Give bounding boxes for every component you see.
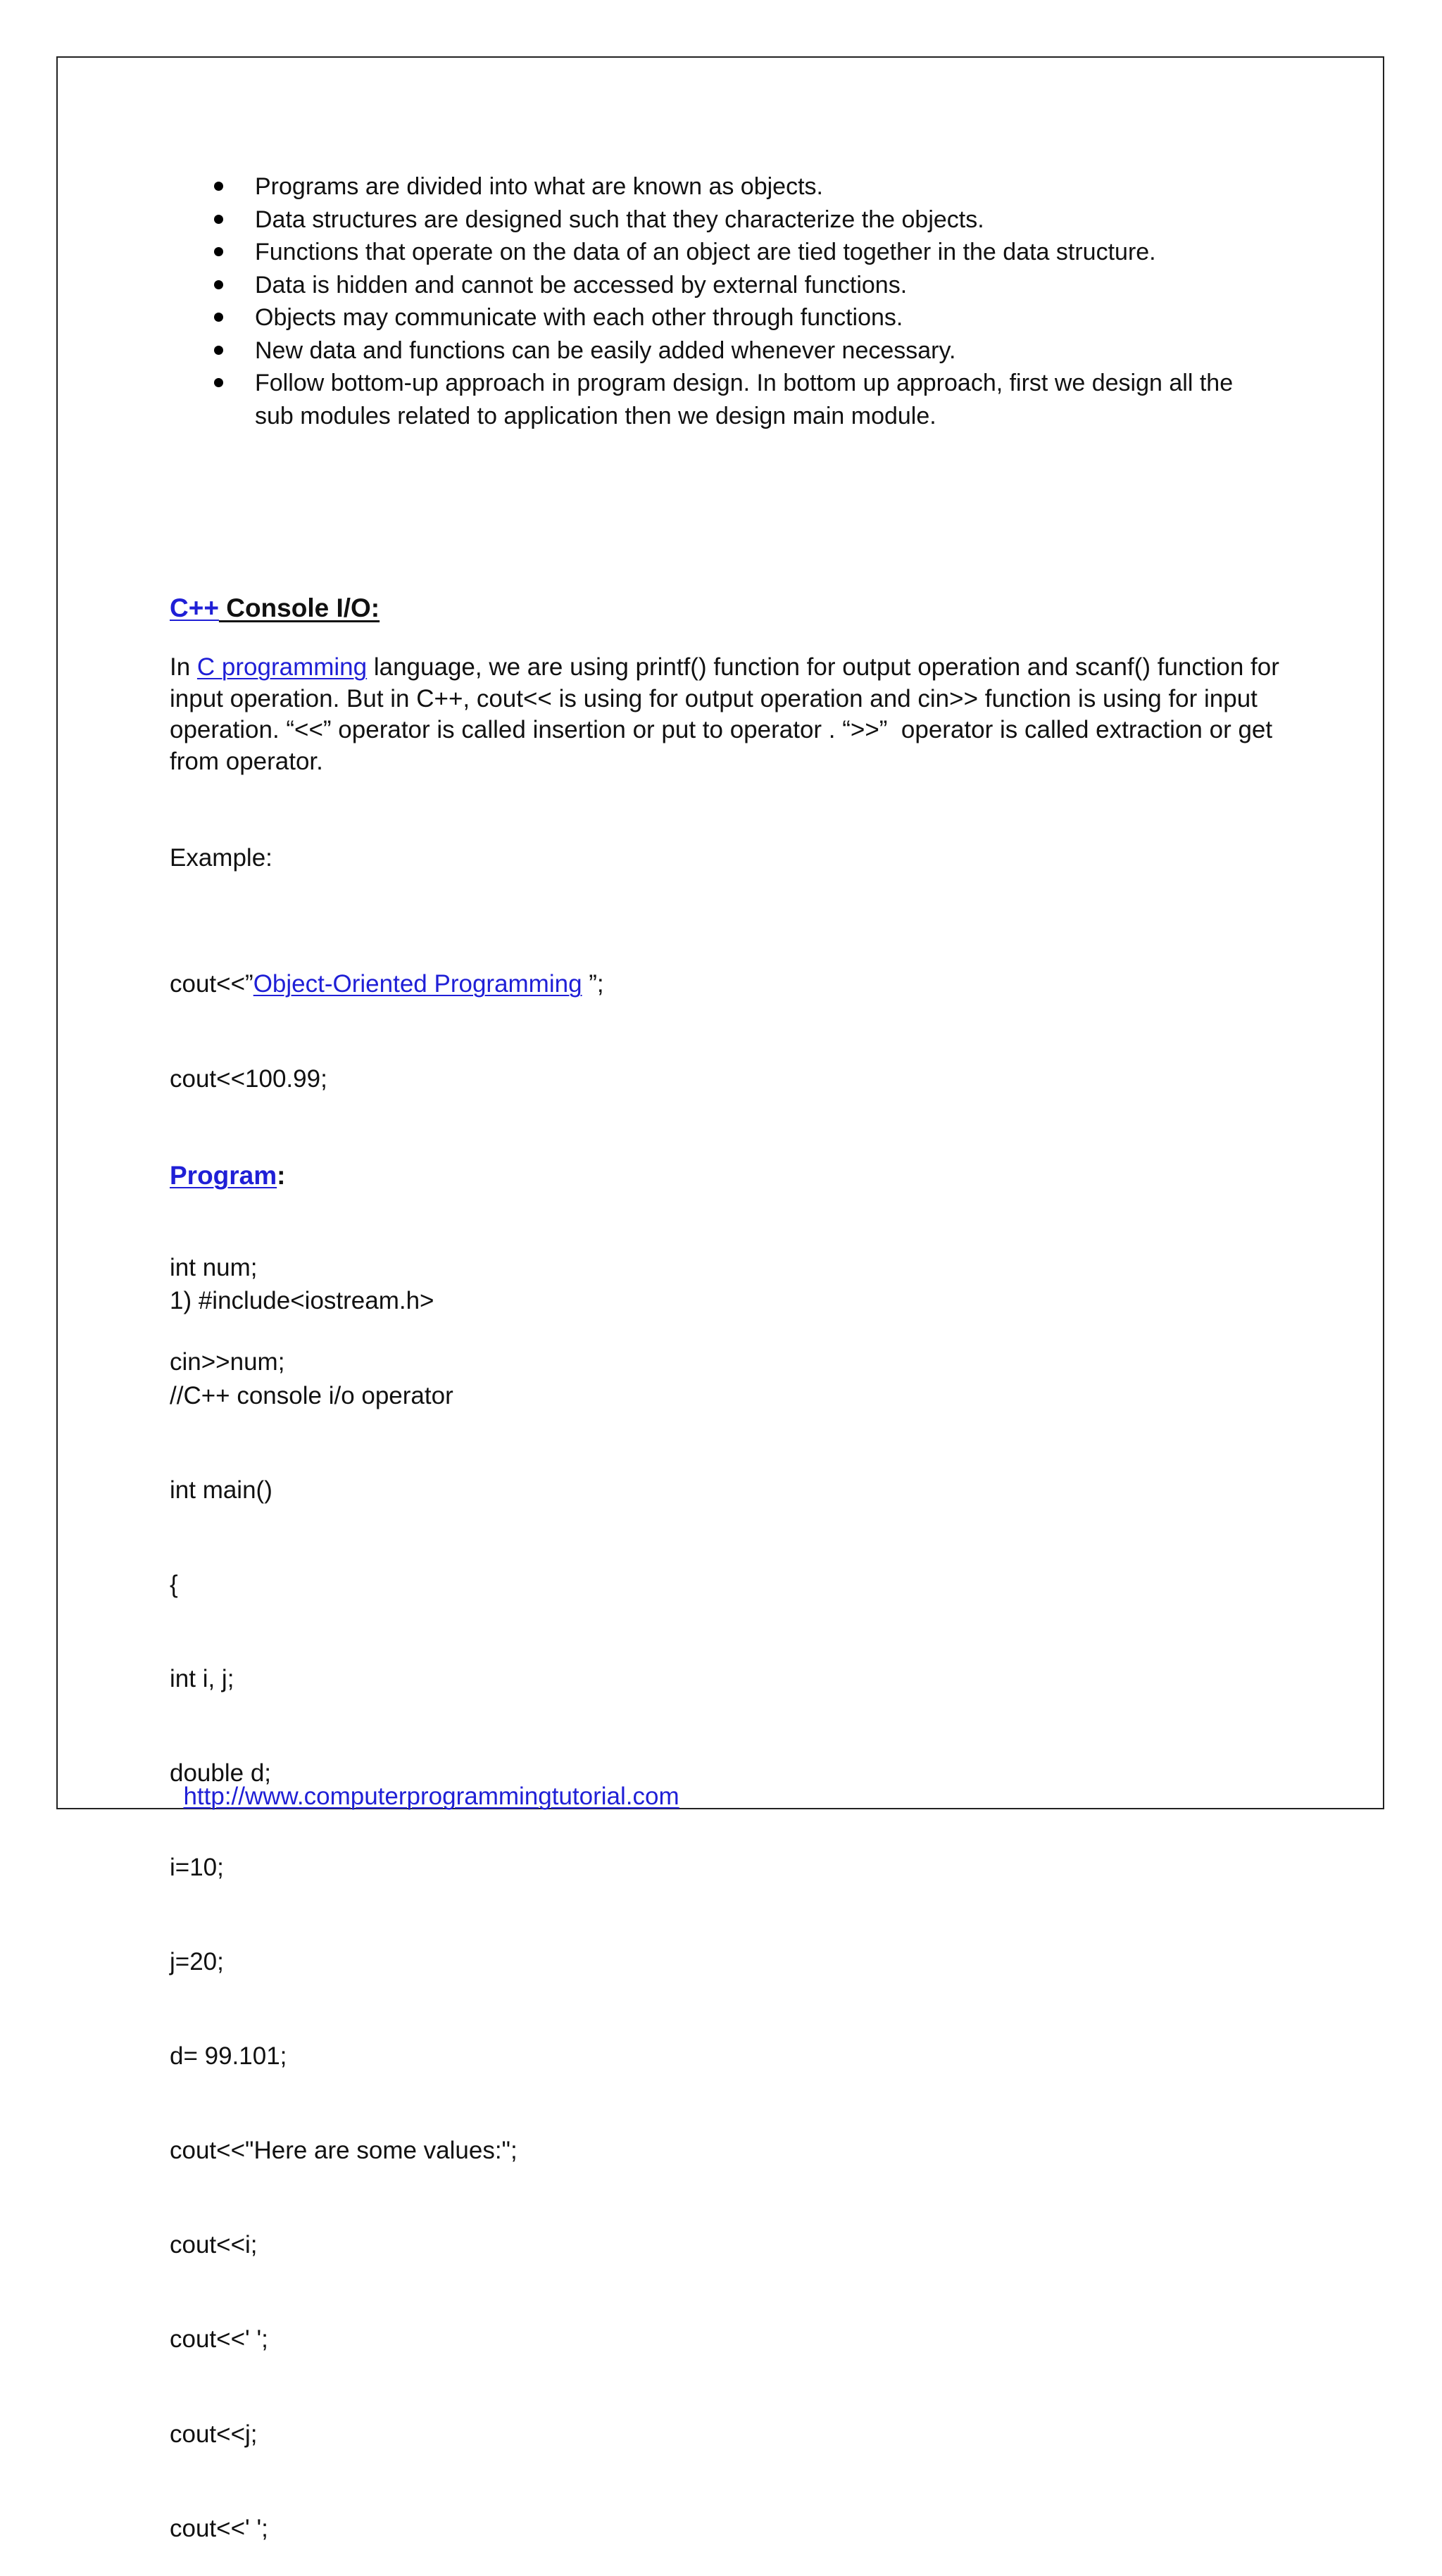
code-line: cout<<j;: [170, 2420, 258, 2448]
c-programming-link[interactable]: C programming: [196, 653, 368, 681]
list-item: New data and functions can be easily added whenever necessary.: [211, 334, 1267, 367]
paragraph-line: [170, 652, 1289, 684]
list-item: Programs are divided into what are known as objects.: [211, 170, 1267, 203]
paragraph-line: input operation. But in C++, cout<< is using for output operation and cin>> function is using for input: [170, 684, 1258, 712]
code-line: cout<<100.99;: [170, 1064, 327, 1093]
list-item: Data structures are designed such that they characterize the objects.: [211, 203, 1267, 237]
list-item: Objects may communicate with each other through functions.: [211, 301, 1267, 334]
program-code: [170, 1223, 518, 2576]
oop-features-list: [211, 170, 1267, 432]
program-heading-colon: :: [277, 1161, 286, 1190]
list-item: Data is hidden and cannot be accessed by external functions.: [211, 269, 1267, 302]
code-text: ”;: [582, 970, 604, 998]
code-line: [170, 969, 604, 1000]
code-line: int num;: [170, 1253, 258, 1281]
code-line: i=10;: [170, 1853, 224, 1881]
example-label: Example:: [170, 844, 272, 872]
code-line: cin>>num;: [170, 1347, 285, 1376]
program-heading: [170, 1160, 285, 1191]
cpp-link[interactable]: C++: [170, 593, 219, 622]
code-line: cout<<"Here are some values:";: [170, 2137, 518, 2165]
paragraph-line: from operator.: [170, 748, 323, 776]
console-io-heading-text: Console I/O:: [218, 593, 380, 622]
code-line: j=20;: [170, 1948, 224, 1976]
paragraph-text: In: [170, 653, 197, 681]
code-line: 1) #include<iostream.h>: [170, 1287, 434, 1315]
code-line: d= 99.101;: [170, 2042, 287, 2071]
code-line: int main(): [170, 1476, 272, 1504]
console-io-heading: [170, 593, 380, 624]
code-line: cout<<' ';: [170, 2514, 268, 2542]
list-item: Follow bottom-up approach in program design. In bottom up approach, first we design all the sub modules related to application then we design main module.: [211, 367, 1267, 432]
paragraph-line: operation. “<<” operator is called insertion or put to operator . “>>” operator is called extraction or get: [170, 716, 1273, 744]
footer-url-link[interactable]: http://www.computerprogrammingtutorial.com: [183, 1782, 679, 1810]
code-line: int i, j;: [170, 1664, 234, 1692]
code-line: cout<<' ';: [170, 2325, 268, 2354]
paragraph-text: language, we are using printf() function for output operation and scanf() function for: [367, 653, 1279, 681]
list-item: Functions that operate on the data of an object are tied together in the data structure.: [211, 236, 1267, 269]
code-text: cout<<”: [170, 970, 253, 998]
code-line: {: [170, 1570, 178, 1598]
console-io-paragraph: [170, 652, 1289, 778]
code-line: double d;: [170, 1759, 272, 1787]
code-line: //C++ console i/o operator: [170, 1381, 453, 1409]
oop-link[interactable]: Object-Oriented Programming: [253, 970, 582, 998]
code-line: cout<<i;: [170, 2231, 258, 2259]
program-link[interactable]: Program: [170, 1161, 277, 1190]
footer: [170, 1749, 679, 1812]
